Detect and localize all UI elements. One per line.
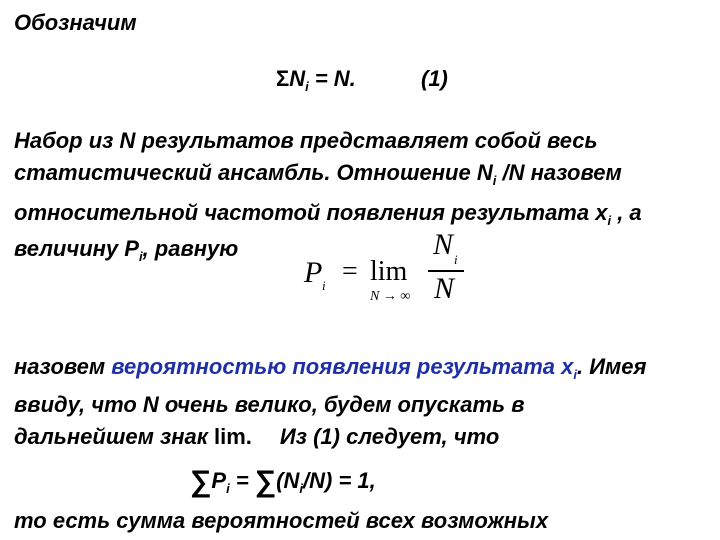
para2-line2: ввиду, что N очень велико, будем опускать в <box>14 392 525 417</box>
para1-line1: Набор из N результатов представляет собой весь <box>14 128 598 153</box>
para1-line4-a: величину P <box>14 236 139 261</box>
formula-lim-subscript: N → ∞ <box>370 289 411 304</box>
para1-line4 <box>14 236 238 265</box>
sigma-symbol: Σ <box>276 66 290 91</box>
eq2-p: P <box>211 468 227 493</box>
eq2-subscript-2: i <box>299 481 304 496</box>
formula-p: P <box>304 256 323 289</box>
para2-line3-a: дальнейшем знак <box>14 424 215 449</box>
para1-line2-a: статистический ансамбль. Отношение N <box>14 160 493 185</box>
formula-equals: = <box>342 256 358 287</box>
para1-line2-sub: i <box>492 173 497 188</box>
para1-line2-b: /N назовем <box>496 160 622 185</box>
eq2-subscript-1: i <box>226 481 230 496</box>
para2-line1-b: . Имея <box>576 354 647 379</box>
eq1-subscript: i <box>305 79 309 94</box>
para2-line1-a: назовем <box>14 354 112 379</box>
formula-denominator: N <box>434 272 455 305</box>
formula-lim: lim <box>370 256 408 287</box>
equation-1-label: (1) <box>421 66 448 91</box>
eq2-mid: = <box>229 468 255 493</box>
eq2-close: /N) = 1, <box>303 468 376 493</box>
formula-numerator: N <box>433 228 454 261</box>
para1-line3-a: относительной частотой появления результата x <box>14 200 608 225</box>
formula-numerator-subscript: i <box>454 252 458 267</box>
formula-p-subscript: i <box>322 278 326 293</box>
heading: Обозначим <box>14 10 137 35</box>
lim-word: lim. <box>214 424 252 449</box>
eq1-rest: = N. <box>308 66 356 91</box>
para1-line2 <box>14 160 622 189</box>
probability-limit-formula <box>300 226 490 312</box>
para2-line3-b: Из (1) следует, что <box>279 424 500 449</box>
para1-line3-b: , а <box>611 200 642 225</box>
sum-symbol-2: ∑ <box>254 465 277 498</box>
eq2-open: (N <box>276 468 300 493</box>
eq1-n: N <box>289 66 306 91</box>
sum-symbol-1: ∑ <box>190 465 212 498</box>
highlighted-term <box>111 354 577 382</box>
equation-1 <box>276 66 356 95</box>
last-line: то есть сумма вероятностей всех возможных <box>14 508 549 533</box>
para2-line3 <box>14 424 499 450</box>
highlighted-term-subscript: i <box>573 367 577 382</box>
highlighted-term-text: вероятностью появления результата x <box>111 354 574 379</box>
equation-2 <box>190 466 376 497</box>
para1-line4-b: , равную <box>142 236 239 261</box>
para1-line3 <box>14 200 642 229</box>
para1-line3-sub: i <box>607 213 612 228</box>
para2-line1 <box>14 354 646 383</box>
para1-line4-sub: i <box>138 249 143 264</box>
